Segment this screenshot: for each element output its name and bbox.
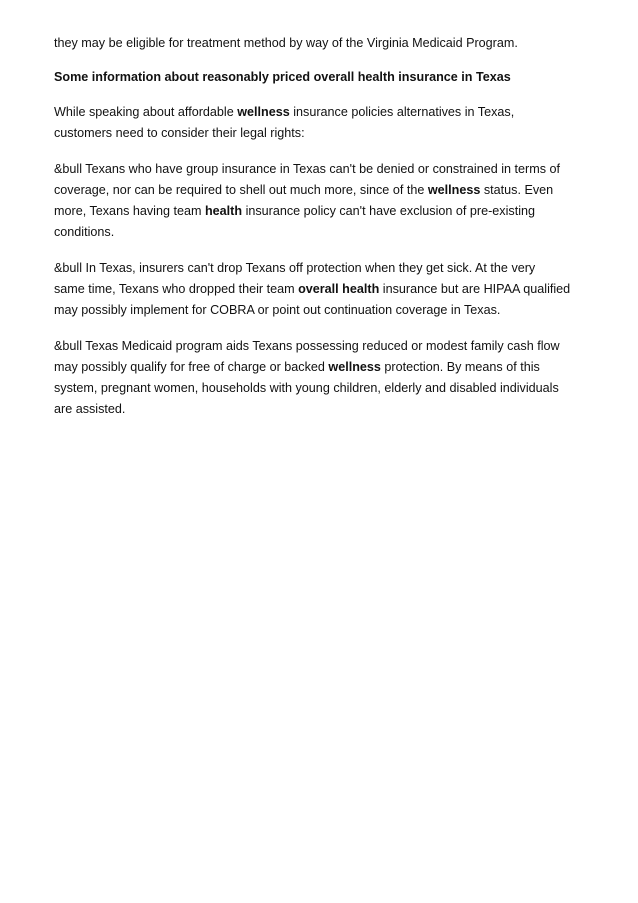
keyword-bold: wellness	[427, 183, 481, 197]
text-run: insurance policy can't have exclusion of pre-existing	[242, 204, 535, 218]
text-run: While speaking about affordable	[54, 105, 238, 119]
paragraph-line	[54, 357, 590, 378]
text-run: may possibly qualify for free of charge or backed	[54, 360, 329, 374]
keyword-bold: health	[204, 204, 243, 218]
document-page	[54, 33, 590, 435]
paragraph-line	[54, 201, 590, 222]
intro-paragraph	[54, 33, 590, 54]
keyword-bold: overall health	[298, 282, 380, 296]
text-run: status. Even	[480, 183, 554, 197]
text-run: protection. By means of this	[380, 360, 540, 374]
paragraph-rights	[54, 102, 590, 144]
text-run: coverage, nor can be required to shell out much more, since of the	[54, 183, 428, 197]
keyword-bold: wellness	[328, 360, 381, 374]
paragraph-line: system, pregnant women, households with young children, elderly and disabled individuals	[54, 381, 559, 395]
text-run: same time, Texans who dropped their team	[54, 282, 299, 296]
paragraph-line	[54, 180, 590, 201]
section-heading: Some information about reasonably priced overall health insurance in Texas	[54, 70, 511, 84]
paragraph-cobra	[54, 258, 590, 321]
keyword-bold: wellness	[237, 105, 290, 119]
text-run: insurance but are HIPAA qualified	[379, 282, 571, 296]
paragraph-line: may possibly implement for COBRA or point out continuation coverage in Texas.	[54, 303, 501, 317]
paragraph-line: are assisted.	[54, 402, 126, 416]
paragraph-line	[54, 279, 590, 300]
intro-line: they may be eligible for treatment method by way of the Virginia Medicaid Program.	[54, 36, 518, 50]
paragraph-line: &bull Texans who have group insurance in Texas can't be denied or constrained in terms of	[54, 162, 560, 176]
paragraph-line	[54, 102, 590, 123]
text-run: more, Texans having team	[54, 204, 205, 218]
paragraph-line: &bull In Texas, insurers can't drop Texans off protection when they get sick. At the very	[54, 261, 536, 275]
paragraph-line: &bull Texas Medicaid program aids Texans possessing reduced or modest family cash flow	[54, 339, 560, 353]
paragraph-line: customers need to consider their legal rights:	[54, 126, 305, 140]
paragraph-line: conditions.	[54, 225, 115, 239]
paragraph-group-insurance	[54, 159, 590, 243]
paragraph-medicaid	[54, 336, 590, 420]
text-run: insurance policies alternatives in Texas,	[289, 105, 515, 119]
